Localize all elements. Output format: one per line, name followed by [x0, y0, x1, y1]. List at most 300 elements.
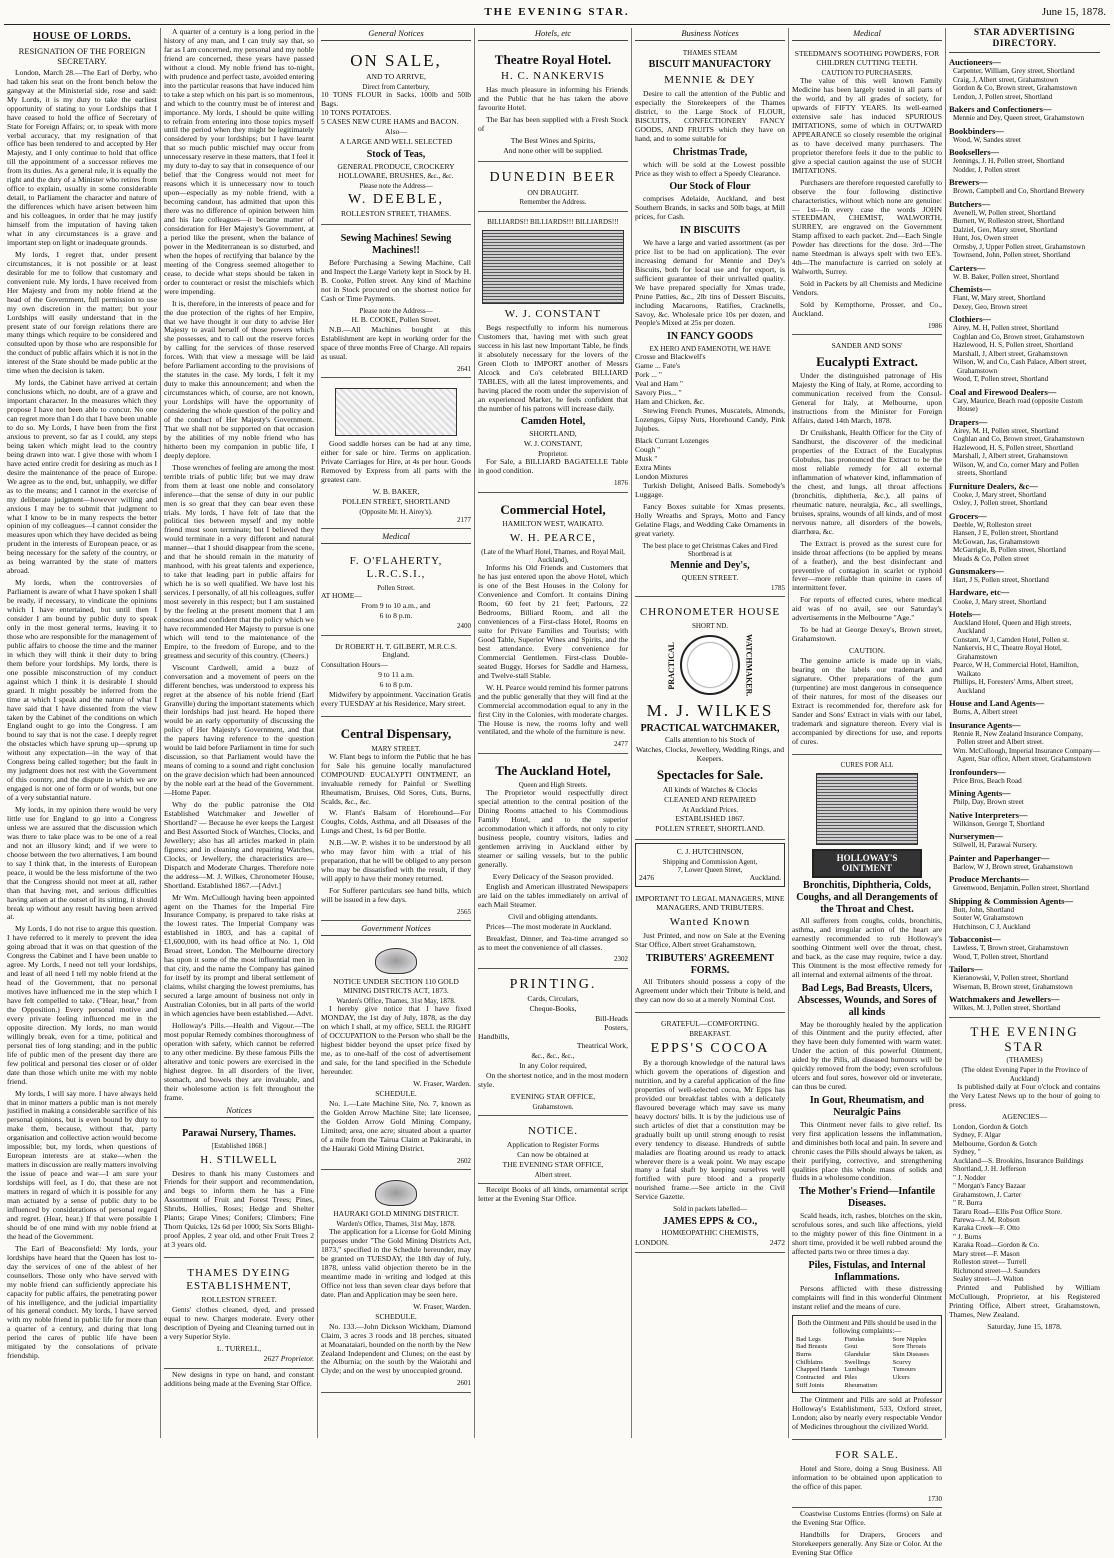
dyeing-ad — [164, 1260, 314, 1369]
directory-heading: STAR ADVERTISING DIRECTORY. — [949, 28, 1100, 53]
dispensary-balsam: W. Flant's Balsam of Horehound—For Coughs, Colds, Asthma, and all Diseases of the Lungs and Chest, 1s 6d per Bottle. — [321, 808, 471, 836]
nursery-ad — [164, 1122, 314, 1258]
ailment: Sore Nipples — [892, 1335, 927, 1343]
printing-line: Posters, — [604, 1023, 628, 1033]
agent-entry: Parewa—J. M. Robson — [953, 1216, 1020, 1224]
sale-ad — [321, 45, 471, 225]
paper-sub: (THAMES) — [1006, 1055, 1043, 1065]
biscuit-flourbody: comprises Adelaide, Auckland, and best Southern Brands, in sacks and 50lb bags, at Mill prices, for Cash. — [635, 194, 785, 222]
notice-obtain: Can now be obtained at — [517, 1149, 589, 1159]
agent-entry: Sydney, F. Algar — [953, 1131, 1001, 1140]
gilbert-name: Dr ROBERT H. T. GILBERT, M.R.C.S. England. — [335, 641, 457, 660]
auckland-civil: Civil and obliging attendants. — [508, 911, 598, 921]
sale-item: 5 CASES NEW CURE HAMS and BACON. — [321, 117, 459, 127]
auckland-num: 2302 — [614, 955, 628, 964]
paper-date: Saturday, June 15, 1878. — [987, 1321, 1062, 1331]
biscuit-fancyboxes: Fancy Boxes suitable for Xmas presents. Holly Wreaths and Sprays, Motto and Fancy Gelatine Flags, and Wedding Cake Ornaments in great variety. — [635, 501, 785, 538]
directory-category: Painter and Paperhanger— — [949, 852, 1050, 863]
eucalypti-body4: For reports of effected cures, where medical aid was of no avail, see our Saturday's advertisements in the Melbourne "Age." — [792, 595, 942, 623]
biscuit-flour: Our Stock of Flour — [669, 181, 751, 193]
flaherty-hours: 6 to 8 p.m. — [379, 611, 413, 621]
theatre-royal-name: H. C. NANKERVIS — [501, 70, 605, 83]
epps-ad — [635, 1015, 785, 1253]
dyeing-role: Proprietor. — [280, 1353, 314, 1363]
billiards-num: 1876 — [614, 479, 628, 488]
sewing-body: Before Purchasing a Sewing Machine, Call and Inspect the Large Variety kept in Stock by H. B. Cooke, Pollen street. Any kind of Machine not in Stock procured on the shortest notice for Cash or Time Payments. — [321, 258, 471, 303]
directory-entry: Nodder, J, Pollen street — [953, 165, 1020, 174]
directory-entry: Lawless, T, Brown street, Grahamstown — [953, 944, 1069, 953]
agent-entry: Mary street—F. Mason — [953, 1249, 1020, 1258]
sale-sub: AND TO ARRIVE, — [366, 72, 426, 82]
ailment: Bad Breasts — [796, 1343, 828, 1351]
gov-notice-sign: W. Fraser, Warden. — [413, 1079, 471, 1089]
agent-entry: Sealey street—J. Walton — [953, 1275, 1024, 1284]
flaherty-num: 2400 — [457, 622, 471, 631]
directory-category: Ironfounders— — [949, 766, 1006, 777]
ailment: Tumours — [892, 1366, 916, 1374]
biscuit-best: The best place to get Christmas Cakes and Fired Shortbread is at — [642, 541, 778, 558]
holloway-h4: The Mother's Friend—Infantile Diseases. — [798, 1186, 936, 1210]
directory-category: Shipping & Commission Agents— — [949, 895, 1073, 906]
ailment: Scurvy — [892, 1358, 912, 1366]
holloway-b4: Scald heads, itch, rashes, blotches on the skin, scrofulous sores, and such like affections, yield to the mighty power of this fine Ointment in a short time, provided it be well rubbed around the affected parts two or three times a day. — [792, 1211, 942, 1256]
directory-entry: Rennie R, New Zealand Insurance Company, Pollen street and Albert street. — [953, 729, 1083, 747]
directory-entry: Townsend, John, Pollen street, Shortland — [953, 251, 1071, 260]
biscuit-black: Black Currant Lozenges — [635, 436, 709, 446]
customs-ad: Coastwise Customs Entries (forms) on Sale at the Evening Star Office. — [792, 1509, 942, 1528]
column-4 — [475, 28, 632, 1438]
newspaper-page — [4, 4, 1110, 1558]
directory-entry: Stilwell, H, Parawai Nursery. — [953, 841, 1038, 850]
eucalypti-had: To be had at George Dexey's, Brown street, Grahamstown. — [792, 625, 942, 644]
gilbert-body: Midwifery by appointment. Vaccination Gratis every TUESDAY at his Residence, Mary street. — [321, 690, 471, 709]
royal-crest-icon — [375, 948, 417, 974]
steedman-body: The value of this well known Family Medicine has been largely tested in all parts of the world, and by all grades of society, for upwards of FIFTY YEARS. Its well-earned extensive sale has induced SPURIOUS IMITATIONS, some of which in OUTWARD APPEARANCE so closely resemble the original as to have deceived many purchasers. The proprietor therefore feels it due to the public to give a special caution against the use of SUCH IMITATIONS. — [792, 76, 942, 175]
auckland-hotel-ad — [478, 756, 628, 969]
sale-item: 10 TONS POTATOES. — [321, 108, 392, 118]
paper-title: THE EVENING STAR — [970, 1023, 1079, 1055]
billiards-sale: For Sale, a BILLIARD BAGATELLE Table in good condition. — [478, 457, 628, 476]
printing-line: Theatrical Work, — [576, 1040, 628, 1050]
sale-note: Please note the Address— — [359, 181, 433, 190]
directory-entry: Oxley, J, Pollen street, Shortland — [953, 499, 1048, 508]
billiards-town: SHORTLAND, — [529, 429, 577, 439]
article-paragraph: My lords, when the controversies of Parliament is aware of what I have spoken I shall be ready, if necessary, to vindicate the opinions which I have entertained, but until then I consider I am bound by public duty to speak only in the most general terms, leaving it to those who are responsible for the management of public affairs to choose the time and the manner in which they will think it their duty to bring them before your lordships. My lords, there is one possible misconstruction of my conduct against which I think it is desirable I should guard. It might possibly be inferred from the time at which I speak and the nature of what I have said that I have dissented from the view taken by the Cabinet of the conditions on which England ought to go into the Congress. I am bound to say that is not the case. I deeply regret the obstacles which have sprung up—sprung up without any expectation—in the way of that Congress being called together; but the fault in my judgment does not rest with the Government of this country, and the dispute in which we are engaged is not one of form or of words, but one of a very substantial nature. — [7, 578, 157, 803]
holloway-h2: Bad Legs, Bad Breasts, Ulcers, Abscesses, Wounds, and Sores of all kinds — [797, 983, 937, 1018]
nursery-body: Desires to thank his many Customers and Friends for their support and recommendation, and begs to inform them he has a Fine Assortment of Fruit and Forest Trees; Pines, Shrubs, Hollies, Roses; Hedge and Shelter Plants; Grape Vines; Conifers; Climbers; Fine Thorn Quicks, 12s 6d per 1000; Six Sorts Blight-proof Apples, 2 year old, and other Fruit Trees 2 at 3 years old. — [164, 1168, 314, 1250]
directory-entry: McGowan, Jas, Grahamstown — [953, 537, 1040, 546]
directory-category: Auctioneers— — [949, 57, 1001, 68]
auckland-every: Every Delicacy of the Season provided. — [492, 871, 614, 881]
directory-category: Hotels— — [949, 608, 981, 619]
steedman-ad — [792, 45, 942, 335]
epps-body: By a thorough knowledge of the natural laws which govern the operations of digestion and nutrition, and by a careful application of the fine properties of well-selected cocoa, Mr Epps has provided our breakfast tables with a delicately flavoured beverage which may save us many heavy doctors' bills. It is by the judicious use of such articles of diet that a constitution may be gradually built up until strong enough to resist every tendency to disease. Hundreds of subtle maladies are floating around us ready to attack wherever there is a weak point. We may escape many a fatal shaft by keeping ourselves well fortified with pure blood and a properly nourished frame.—See article in the Civil Service Gazette. — [635, 1058, 785, 1202]
steedman-num: 1986 — [928, 321, 942, 330]
agent-entry: " J. Nodder — [953, 1173, 986, 1182]
ailment: Ulcers — [892, 1374, 910, 1382]
chronometer-sub: SHORT ND. — [691, 622, 728, 631]
article-paragraph: London, March 28.—The Earl of Derby, who had taken his seat on the front bench below the gangway at the Ministerial side, rose and said: My Lords, it is my duty to take the earliest opportunity of stating to your Lordships that I have ceased to hold the office of Secretary of State for Foreign Affairs; or, to speak with more verbal accuracy, that my resignation of that office has been tendered to and accepted by Her Majesty, and I only continue to hold that office till the appointment of a successor relieves me from its duties. As a general rule, it is equally the right and the duty of a Minister who retires from office to explain, usually in some considerable detail, to Parliament the character and nature of the differences which have arisen between him and his colleagues, in order that he may justify himself from the imputation of having taken what in any circumstances is a grave and important step on light or inadequate grounds. — [7, 67, 157, 247]
flaherty-street: Pollen Street. — [377, 584, 415, 593]
sale-item: 10 TONS FLOUR in Sacks, 100lb and 50lb Bags. — [321, 90, 471, 109]
hutchinson-name: C. J. HUTCHINSON, — [676, 846, 744, 856]
epps-role: HOMŒOPATHIC CHEMISTS, — [661, 1228, 759, 1238]
chronometer-left: PRACTICAL — [666, 641, 676, 690]
directory-entry: Constant, W J, Camden Hotel, Pollen st. — [953, 635, 1069, 644]
mine-wanted: Wanted Known — [669, 915, 751, 928]
printing-line: Bill-Heads — [595, 1014, 628, 1024]
directory-entry: Dexey, Geo, Brown street — [953, 302, 1028, 311]
printing-line: Cards, Circulars, — [527, 994, 579, 1004]
directory-entry: Gordon & Co, Brown street, Grahamstown — [953, 84, 1077, 93]
chronometer-spect: Spectacles for Sale. — [656, 767, 764, 783]
directory-category: Bookbinders— — [949, 125, 1004, 136]
column-1 — [4, 28, 161, 1438]
chronometer-right: WATCHMAKER. — [744, 634, 754, 697]
directory-entry: Nankervis, H C, Theatre Royal Hotel, Grahamstown — [953, 644, 1062, 661]
directory-entry: McGarrigle, B, Pollen street, Shortland — [953, 546, 1066, 555]
billiards-propr: Proprietor. — [538, 450, 568, 459]
dunedin-sub: ON DRAUGHT. — [527, 187, 579, 197]
hutchinson-addr: 7, Lower Queen Street, — [677, 865, 743, 874]
billiards-name: W. J. CONSTANT — [504, 307, 602, 320]
hutchinson-num: 2476 — [639, 873, 655, 883]
directory-entry: Wm. McCullough, Imperial Insurance Company—Agent, Star office, Albert street, Grahamstown — [953, 746, 1100, 764]
commercial-name: W. H. PEARCE, — [509, 531, 597, 544]
theatre-royal-none: And none other will be supplied. — [503, 146, 603, 156]
directory-entry: Phillips, H, Foresters' Arms, Albert street, Auckland — [953, 678, 1074, 695]
biscuit-cough: London Mixtures — [635, 471, 688, 481]
steedman-agents: Sold by Kempthorne, Prosser, and Co., Auckland. — [792, 300, 942, 318]
ailment: Glandular Swellings — [844, 1351, 871, 1366]
article-paragraph: A quarter of a century is a long period in the history of any man, and I can truly say that, so far as I am concerned, my personal and my noble friend are concerned, these years have passed without a cloud. My noble friend has to-night, with prudence and perfect taste, avoided entering into the particular reasons that have induced him to take a step which on his part is so momentous, and which to the country must be of interest and importance. My lords, I should be quite willing to refrain from entering into those topics myself until the period when they might be legitimately considered by your lordships; but I have learnt that so much public mischief may occur from unnecessary reserve in these matters, that I feel it my duty to-day to say that in consequence of our belief that the Congress would not meet for reasons which it is unnecessary now to touch upon—especially as my noble friend, with a becoming candour, has admitted that upon this there was no difference of opinion between him and his late colleagues—it became matter of consideration for Her Majesty's Government, at a period like the present, when the balance of power in the Mediterranean is so disturbed, and when the hopes of rectifying that balance by the meeting of the Congress seemed altogether to cease, to decide what steps should be taken in order to counteract or resist the mischiefs which were impending. — [164, 27, 314, 296]
directory-entry: Airey, M. H, Pollen street, Shortland — [953, 426, 1059, 435]
chronometer-auckland: At Auckland Prices. — [681, 805, 739, 814]
hauraki-num: 2601 — [457, 1379, 471, 1388]
gilbert-hours: 9 to 11 a.m. — [378, 670, 414, 680]
directory-category: Produce Merchants— — [949, 874, 1029, 885]
directory-entry: Marshall, J, Albert street, Grahamstown — [953, 452, 1068, 461]
flaherty-name: F. O'FLAHERTY, L.R.C.S.I., — [349, 555, 443, 581]
directory-category: Tobacconist— — [949, 934, 1001, 945]
biscuit-fancysub: EX HERO AND FAMENOTH, WE HAVE — [649, 345, 771, 354]
article-paragraph: My lords, in my opinion there would be very little use for England to go into a Congress unless we are assured that the discussion which was there to take place was to be one of a real and not an illusory kind; and if we were to choose between the two alternatives, I am bound to say I think that, in the interests of European peace, it would be the less misfortune of the two that the Congress should not meet at all, rather than that having met, and serious difficulties having arisen at the outset of its sitting, it should break up without any result having been arrived at. — [7, 805, 157, 922]
horses-name: W. B. BAKER, — [372, 486, 420, 496]
masthead-title: THE EVENING STAR. — [484, 6, 630, 18]
directory-category: Bakers and Confectioners— — [949, 104, 1052, 115]
chronometer-goods: Watches, Clocks, Jewellery, Wedding Rings, and Keepers. — [635, 745, 785, 764]
holloway-table — [792, 1315, 942, 1393]
mine-ad — [635, 890, 785, 1013]
hauraki-title: HAURAKI GOLD MINING DISTRICT. — [333, 1208, 459, 1218]
steedman-body2: Purchasers are therefore requested carefully to observe the four following distinctive characteristics, without which none are genuine:— 1st—In every case the words JOHN STEEDMAN, CHEMIST, WALWORTH, SURREY, are engraved on the Government Stamp affixed to each packet. 2nd—Each Single Powder has directions for the dose. 3rd—The name Steedman is always spelt with two EE's. 4th—The manufacture is carried on solely at Walworth, Surrey. — [792, 177, 942, 277]
gilbert-consult: Consultation Hours— — [321, 660, 388, 670]
holloway-b2: May be thoroughly healed by the application of this Ointment and the purity effected, after they have been duly fomented with warm water. Under the action of this powerful Ointment, aided by the Pills, all diseased humours will be quickly removed from the body; even scrofulous ulcers and foul sores, however old or inveterate, can thus be cured. — [792, 1019, 942, 1092]
directory-entry: Burns, A, Albert street — [953, 708, 1018, 717]
column-2 — [161, 28, 318, 1438]
hauraki-sign: W. Fraser, Warden. — [413, 1301, 471, 1311]
holloway-banner: CURES FOR ALL — [840, 760, 894, 769]
holloway-tablehead: Both the Ointment and Pills should be used in the following complaints:— — [797, 1319, 937, 1336]
directory-category: Clothiers— — [949, 314, 992, 325]
billiards-illustration — [482, 230, 624, 304]
holloway-ad — [792, 757, 942, 1441]
mine-body2: All Tributers should possess a copy of the Agreement under which their Tribute is held, and they can now do so at a merely Nominal Cost. — [635, 977, 785, 1005]
dispensary-body: W. Flant begs to inform the Public that he has for Sale his genuine locally manufactured COMPOUND EUCALYPTI OINTMENT, an invaluable remedy for Painful or Swelling Rheumatism, Bruises, Old Sores, Cuts, Burns, Scalds, &c., &c. — [321, 751, 471, 806]
dispensary-nb: N.B.—W. P. wishes it to be understood by all who may favor him with a trial of his preparation, that he will be obliged to any person who may be dissatisfied with the result, if they will apply to have their money returned. — [321, 838, 471, 884]
section-head-government: Government Notices — [321, 923, 471, 936]
auckland-papers: English and American illustrated Newspapers are laid on the tables immediately on arrival of each Mail Steamer. — [478, 881, 628, 909]
horses-body: Good saddle horses can be had at any time, either for sale or hire. Terms on application. Private Carriages for Hire, at 4s per hour. Goods Removed by Express from all parts with the greatest care. — [321, 439, 471, 484]
chronometer-ad — [635, 599, 785, 840]
directory-entry: Auckland Hotel, Queen and High streets, Auckland — [953, 619, 1072, 636]
gov-notice-office: Warden's Office, Thames, 31st May, 1878. — [336, 997, 456, 1006]
paper-info — [949, 1017, 1100, 1337]
biscuit-ad — [635, 45, 785, 597]
agent-entry: Rolleston street— Turrell — [953, 1258, 1027, 1267]
billiards-ad — [478, 214, 628, 493]
commercial-hotel-ad — [478, 495, 628, 754]
directory-entry: Airey, M. H, Pollen street, Shortland — [953, 324, 1059, 333]
horses-addr: POLLEN STREET, SHORTLAND — [342, 496, 450, 506]
dyeing-name: L. TURRELL, — [216, 1343, 262, 1353]
directory-entry: Hutchinson, C J, Auckland — [953, 922, 1031, 931]
biscuit-item: Game ... Fate's — [635, 361, 681, 371]
royal-crest-icon — [375, 1180, 417, 1206]
sewing-note: Please note the Address— — [359, 306, 433, 315]
directory-category: Nurserymen— — [949, 831, 1003, 842]
printing-office: EVENING STAR OFFICE, — [510, 1091, 596, 1101]
directory-entry: Hunt, Jos, Owen street — [953, 234, 1019, 243]
ailment: Chilblains — [796, 1358, 823, 1366]
directory-entry: Avenell, W, Pollen street, Shortland — [953, 208, 1056, 217]
biscuit-item: Savory Pies... " — [635, 388, 682, 398]
biscuit-cough: Cough " — [635, 445, 661, 455]
dyeing-title: THAMES DYEING ESTABLISHMENT, — [186, 1267, 292, 1293]
printing-line: Handbills, — [478, 1032, 510, 1042]
agent-entry: Melbourne, Gordon & Gotch — [953, 1139, 1037, 1148]
gov-notice-ad — [321, 940, 471, 1170]
dyeing-num: 2627 — [263, 1353, 279, 1363]
sale-name: W. DEEBLE, — [347, 191, 445, 207]
notice-street: Albert street. — [534, 1170, 572, 1179]
article-paragraph: My Lords, I do not rise to argue this question. I have referred to it merely to prevent the idea going abroad that it was on that question of the Congress the Cabinet and I have been unable to agree. My Lords, I need not tell your lordships, and least of all need I tell my noble friend at the head of the Government, that no personal motives have influenced me in the step which I have felt compelled to take. ("Hear, hear," from the Opposition.) Every personal motive and every private feeling influenced me in the opposite direction. My lords, no man would willingly break, even for a time, political and personal ties of long standing; and in the public life of public men of the present day there are few political and personal ties closer or of older date than those which unite me with my noble friend. — [7, 924, 157, 1086]
epps-city: LONDON. — [635, 1238, 669, 1248]
paper-agencies: AGENCIES— — [1001, 1111, 1048, 1121]
directory-entry: Coghlan and Co, Brown street, Grahamstown — [953, 332, 1085, 341]
sale-addr: ROLLESTON STREET, THAMES. — [340, 209, 452, 219]
notice-title: NOTICE. — [527, 1124, 579, 1137]
nursery-name: H. STILWELL — [200, 1153, 278, 1166]
directory-entry: Wood, T, Pollen street, Shortland — [953, 375, 1049, 384]
eucalypti-body2: Dr Cruikshank, Health Officer for the City of Sandhurst, the discoverer of the medicinal properties of the Extract of the Eucalyptus Globulus, has pronounced the Extract to be the most reliable remedy for all external inflammation of whatever kind, inflammation of the chest, and lungs, all throat affections (bronchitis, diphtheria, &c.), all pains of rheumatic nature, neuralgia, &c., all swellings, bruises, sprains, wounds of all kinds, and of most nervous nature, all disorders of the bowels, diarrhœa, &c. — [792, 428, 942, 536]
holloway-h1: Bronchitis, Diphtheria, Colds, Coughs, and all Derangements of the Throat and Chest. — [796, 880, 938, 915]
auckland-body: The Proprietor would respectfully direct special attention to the central position of the Dining Rooms attached to his Commodious Family Hotel, and to the superior accommodation which it affords, not only to city business people, country visitors, ladies and gentlemen arriving in Auckland either by steamer or sailing vessels, but to the public generally. — [478, 788, 628, 869]
mine-title: IMPORTANT TO LEGAL MANAGERS, MINE MANAGERS, AND TRIBUTERS. — [635, 894, 785, 913]
biscuit-biscbody: We have a large and varied assortment (as per price list to be had on application). The ever increasing demand for Mennie and Dey's Biscuits, both for local use and for export, is sufficient guarantee of their unrivalled quality. We have prepared specially for Xmas trade, Prune Patties, &c., 2lb tins of Dessert Biscuits, including Macaroons, Ratifies, Cracknells, Savoy, &c. Wholesale price 10s per dozen, and People's Mixed at 25s per dozen. — [635, 237, 785, 328]
holloway-b5: Persons afflicted with these distressing complaints will find in this wonderful Ointment instant relief and the means of cure. — [792, 1284, 942, 1312]
dispensary-num: 2565 — [457, 908, 471, 917]
dispensary-issue: For Sufferer particulars see hand bills, which will be issued in a few days. — [321, 886, 471, 905]
agent-entry: Tararu Road—Ellis Post Office Store. — [953, 1207, 1062, 1216]
commercial-late: (Late of the Wharf Hotel, Thames, and Royal Mail, Auckland), — [481, 547, 625, 565]
directory-entry: Hazlewood, H. S, Pollen street, Shortland — [953, 341, 1073, 350]
sewing-num: 2641 — [457, 364, 471, 373]
section-head-hotels: Hotels, etc — [478, 28, 628, 41]
epps-grateful: GRATEFUL—COMFORTING. — [660, 1019, 760, 1029]
agents-list — [949, 1123, 1100, 1284]
hauraki-sched: SCHEDULE. — [375, 1311, 417, 1321]
commercial-town: HAMILTON WEST, WAIKATO. — [502, 518, 604, 528]
chronometer-est: ESTABLISHED 1867. — [675, 813, 745, 823]
dunedin-title: DUNEDIN BEER — [489, 169, 617, 185]
agent-entry: Shortland, J. H. Jefferson — [953, 1165, 1026, 1174]
paper-pub: Is published daily at Four o'clock and contains the Very Latest News up to the hour of going to press. — [949, 1081, 1100, 1109]
hauraki-body: The application for a License for Gold Mining purposes under "The Gold Mining Districts Act, 1873," specified in the Schedule hereunder, may be granted on TUESDAY, the 18th day of July, 1878, unless valid objection thereto be in the meantime made in writing and lodged at this Office not less than seven clear days before that date. Plan and Application may be seen here. — [321, 1227, 471, 1299]
printing-colour: In any Color required, — [519, 1060, 587, 1070]
chronometer-name: M. J. WILKES — [646, 700, 774, 720]
ailment: Rheumatism — [844, 1381, 878, 1389]
directory-category: Brewers— — [949, 177, 988, 188]
agent-entry: Sydney, " — [953, 1148, 981, 1157]
biscuit-stewing: Stewing French Prunes, Muscatels, Almonds, Lozenges, Gipsy Nuts, Horehound Candy, Pink Jujubes. — [635, 406, 785, 434]
article-paragraph: Viscount Cardwell, amid a buzz of conversation and a movement of peers on the different benches, was understood to express his regret at the absence of his noble friend (Earl Granville) during the important statements which their lordships had just heard. He hoped there would be an early opportunity of discussing the policy of Her Majesty's Government, and that the papers having reference to the question would be laid before Parliament in time for such discussion, so that Parliament would have the means of coming to a sound and right conclusion on the grave decision which had been announced by the noble earl at the head of the Government.—Home Paper. — [164, 662, 314, 798]
gov-notice-num: 2602 — [457, 1156, 471, 1165]
directory-entry: Deeble, W, Rolleston street — [953, 520, 1032, 529]
eucalypti-caution: CAUTION. — [848, 646, 886, 656]
holloway-h5: Piles, Fistulas, and Internal Inflammations. — [808, 1259, 926, 1283]
ailment: Gout — [844, 1343, 858, 1351]
auckland-sub: Queen and High Streets. — [518, 781, 588, 789]
agent-entry: " Morgan's Fancy Bazaar — [953, 1182, 1026, 1191]
dyeing-sub: ROLLESTON STREET. — [201, 1295, 277, 1305]
directory-entry: Cooke, J, Mary street, Shortland — [953, 597, 1047, 606]
horses-num: 2177 — [457, 515, 471, 524]
biscuit-xmas: Christmas Trade, — [672, 146, 748, 158]
article-paragraph: It is, therefore, in the interests of peace and for the due protection of the rights of her Empire, that we have thought it our duty to advise Her Majesty to avail herself of those powers which she possesses, and to call out the reserve forces by calling for the services of those reserved forces. With that view a message will be laid before Parliament according to the provisions of the statutes in the case. My lords, I felt it my duty to make this announcement; and when the circumstances which, of course, are not known, your Lordships will have the opportunity of considering the whole question of the policy and of the conduct of Her Majesty's Government. That we shall not be supported on that occasion by the abilities of my noble friend who has hitherto been my companion in public life, I deeply deplore. — [164, 298, 314, 460]
epps-sold: Sold in packets labelled— — [673, 1205, 747, 1214]
gov-notice-schedbody: No. 1.—Late Machine Site, No. 7, known as the Golden Arrow Machine Site; late licensee, the Golden Arrow Gold Mining Company, Limited; area, one acre; situated about a quarter of a mile from the Tairua Claim at Pakirarahi, in the Hauraki Gold Mining District. — [321, 1098, 471, 1153]
directory-entry: Jennings, J. H, Pollen street, Shortland — [953, 157, 1065, 166]
biscuit-lowest: which will be sold at the Lowest possible Price as they wish to effect a Speedy Clearance. — [635, 159, 785, 178]
sale-teas: Stock of Teas, — [366, 148, 426, 160]
directory-entry: W. B. Baker, Pollen street, Shortland — [953, 272, 1059, 281]
eucalypti-ad — [792, 337, 942, 754]
directory-category: Coal and Firewood Dealers— — [949, 386, 1057, 397]
dispensary-ad — [321, 719, 471, 921]
chronometer-all: All kinds of Watches & Clocks — [662, 784, 758, 794]
directory-entry: Pearce, W H, Commercial Hotel, Hamilton, Waikato — [953, 661, 1079, 678]
biscuit-names: MENNIE & DEY — [664, 74, 756, 87]
sale-direct: Direct from Canterbury, — [362, 83, 430, 92]
auckland-meals: Breakfast, Dinner, and Tea-time arranged so as to meet the convenience of all classes. — [478, 933, 628, 952]
holloway-b3: This Ointment never fails to give relief. Its very first application lessens the inflammation, and diminishes both local and pain. In severe and chronic cases the Pills should always be taken, as their purifying, corrective, and strengthening qualities place this whole mass of solids and fluids in a wholesome condition. — [792, 1119, 942, 1183]
notice-body: Application to Register Forms — [506, 1139, 600, 1149]
article-paragraph: Those wrenches of feeling are among the most terrible trials of public life; but we may draw from them at least one noble and consolatory inference—that the sense of duty in our public men is so great that they can bear even these trials. My lords, I have felt of late that the political ties between myself and my noble friend must soon terminate; but I believed they would terminate in a very different and natural manner—that I should disappear from the scene, and that he should remain in the maturity of manhood, with his great talents and experience, to take that leading part in public affairs for which he is so well qualified. We have lost his services. I personally, of all his colleagues, suffer most severely in this respect; but I am sustained by the feeling at the present moment that I am conscious and confident that the policy which we have recommended Her Majesty to pursue is one which will tend to the maintenance of the Empire, to the freedom of Europe, and to the greatness and security of this country. (Cheers.) — [164, 462, 314, 660]
theatre-royal-title: Theatre Royal Hotel. — [494, 52, 612, 68]
printing-notice: On the shortest notice, and in the most modern style. — [478, 1070, 628, 1089]
directory-entry: Carpenter, William, Grey street, Shortland — [953, 67, 1075, 76]
section-head-medical: Medical — [321, 531, 471, 544]
article-paragraph: My lords, I will say more. I have always held that in minor matters a public man is not merely justified in making a considerable sacrifice of his personal opinions, but is even bound by duty to make them, because, without that, party organisation and collective action would become impossible; but, my lords, when questions of European interests are at stake—when the matters in discussion are really matters involving the issue of peace and war—I am sure your lordships will feel, as I do, that these are not matters in regard of which it is possible for any man actuated by a sense of public duty to be influenced by considerations of personal regard and regret. (Hear, hear.) If that were possible I should be of one mind with my noble friend at the head of the Government. — [7, 1088, 157, 1241]
directory-category: Native Interpreters— — [949, 809, 1028, 820]
commercial-num: 2477 — [614, 740, 628, 749]
agent-entry: Karaka Creek—F. Otto — [953, 1224, 1020, 1233]
eucalypti-body: Under the distinguished patronage of His Majesty the King of Italy, at Rome, according to communication received from the Consul-General for Italy, at Melbourne, upon instructions from the Minister for Foreign Affairs, dated 14th March, 1878. — [792, 371, 942, 426]
epps-num: 2472 — [769, 1238, 785, 1248]
horses-opp: (Opposite Mr. H. Airey's). — [359, 507, 433, 516]
ailment: Fistulas — [844, 1335, 865, 1343]
epps-firm: JAMES EPPS & CO., — [662, 1215, 758, 1227]
biscuit-shop: Mennie and Dey's, — [670, 560, 750, 572]
directory-category: Chemists— — [949, 284, 992, 295]
eucalypti-firm: SANDER AND SONS' — [831, 341, 903, 351]
billiards-prop: W. J. CONSTANT, — [523, 439, 583, 449]
printing-title: PRINTING. — [509, 976, 597, 992]
ailment: Piles — [844, 1374, 857, 1382]
hygeia-illustration — [816, 773, 918, 845]
directory-entry: Coghlan and Co, Brown street, Grahamstown — [953, 435, 1085, 444]
directory-category: Booksellers— — [949, 147, 1000, 158]
chronometer-street: POLLEN STREET, SHORTLAND. — [655, 823, 765, 833]
sale-title: ON SALE, — [350, 51, 442, 71]
epps-title: EPPS'S COCOA — [650, 1040, 770, 1056]
commercial-body: Informs his Old Friends and Customers that he has just entered upon the above Hotel, which is one of the Best Houses in the Colony for Convenience and Comfort. It contains Dining Room, 60 feet by 21 feet; Parlours, 22 Bedrooms, Billiard Room, and all the conveniences of a First-class Hotel, Rooms en suite for Private Families and Tourists; with Good Table, Superior Wines and Spirits, and the best attendance. Every convenience for Commercial Gentlemen. First-class Double-seated Buggy, Horses for Saddle and Harness, and Twelve-stall Stable. — [478, 563, 628, 680]
directory-category: Watchmakers and Jewellers— — [949, 994, 1060, 1005]
chronometer-trade: PRACTICAL WATCHMAKER, — [640, 722, 780, 734]
directory-entry: Wilson, W, and Co, Cash Palace, Albert street, Grahamstown — [953, 358, 1087, 375]
commercial-body2: W. H. Pearce would remind his former patrons and the public generally that they will find at the Commercial accommodation equal to any in the first City in the Colonies, with moderate charges. The House is new, the rooms lofty and well ventilated, and the whole of the furniture is new. — [478, 682, 628, 737]
advert-paragraph: Why do the public patronise the Old Established Watchmaker and Jeweller of Shortland? — Because he ever keeps the Largest and Best Assorted Stock of Watches, Clocks, and Jewellery; also has all articles marked in plain figures; and in cleaning and repairing Watches, Clocks, or Jewellery, the characteristics are—Dispatch and Moderate Charges. Therefore note the address—M. J. Wilkes, Chronometer House, Shortland. Established 1867.—[Advt.] — [164, 800, 314, 890]
theatre-royal-wines: The Best Wines and Spirits, — [510, 136, 596, 146]
article-heading: HOUSE OF LORDS. — [33, 31, 131, 42]
article-paragraph: The Earl of Beaconsfield: My lords, your lordships have heard that the Queen has lost to-day the services of one of the ablest of her counsellors. Those only who have served with my noble friend can sufficiently appreciate his capacity for public affairs, the penetrating power of his intelligence, and the judicial impartiality of his general conduct. My lords, I have served with my noble friend in public life for more than a quarter of a century, and during that long period the cares of public life have been mitigated by the consolations of private friendship. — [7, 1243, 157, 1361]
directory-entry: Souter W, Grahamstown — [953, 914, 1024, 923]
directory-entry: Wood, W, Sandes street — [953, 135, 1021, 144]
gilbert-hours: 6 to 8 p.m. — [379, 680, 413, 690]
forsale-title: FOR SALE. — [835, 1449, 899, 1462]
column-7 — [946, 28, 1103, 1438]
directory-category: Furniture Dealers, &c— — [949, 480, 1038, 491]
dunedin-remember: Remember the Address. — [519, 198, 587, 207]
biscuit-item: Crosse and Blackwell's — [635, 352, 706, 362]
directory-entry: Butt, John, Shortland — [953, 905, 1015, 914]
directory-entry: Meads & Co, Pollen street — [953, 554, 1030, 563]
chronometer-cleaned: CLEANED AND REPAIRED — [664, 794, 756, 804]
eucalypti-body3: The Extract is proved as the surest cure for inside throat affections (to be applied by means of a feather), and the best disinfectant and preventive of contagion in scarlet or typhoid fever—more reliable than quinine in cases of intermittent fever. — [792, 538, 942, 593]
directory-category: Grocers— — [949, 510, 987, 521]
sale-also: Also— — [385, 127, 407, 137]
carriage-illustration — [335, 388, 457, 436]
directory-entry: Wood, T, Pollen street, Shortland — [953, 952, 1049, 961]
column-3 — [318, 28, 475, 1438]
commercial-title: Commercial Hotel, — [500, 501, 606, 517]
agent-entry: " R. Burra — [953, 1199, 983, 1208]
advert-paragraph: Holloway's Pills.—Health and Vigour.—The most popular Remedy combines thoroughness of operation with safety, which cannot be referred to any other medicine. By these famous Pills the alterative and tonic powers are exercised in the highest degree. In all disorders of the liver, stomach, and bowels they are invaluable, and their wholesome action is felt throughout the frame. — [164, 1020, 314, 1102]
biscuit-fancy: IN FANCY GOODS — [666, 331, 754, 343]
auckland-prices: Prices—The most moderate in Auckland. — [486, 921, 612, 931]
directory-category: Drapers— — [949, 416, 988, 427]
biscuit-item: Veal and Ham " — [635, 379, 684, 389]
gov-notice-title: NOTICE UNDER SECTION 110 GOLD MINING DISTRICTS ACT, 1873. — [333, 977, 459, 996]
gov-notice-sched: SCHEDULE. — [375, 1089, 417, 1099]
dispensary-title: Central Dispensary, — [340, 726, 452, 742]
directory-entry: Hansen, J E, Pollen street, Shortland — [953, 529, 1059, 538]
directory-category: Insurance Agents— — [949, 719, 1021, 730]
directory-entry: Price Bros, Beach Road — [953, 776, 1022, 785]
forsale-num: 1730 — [928, 1494, 942, 1503]
directory-entry: Marshall, J, Albert street, Grahamstown — [953, 349, 1068, 358]
